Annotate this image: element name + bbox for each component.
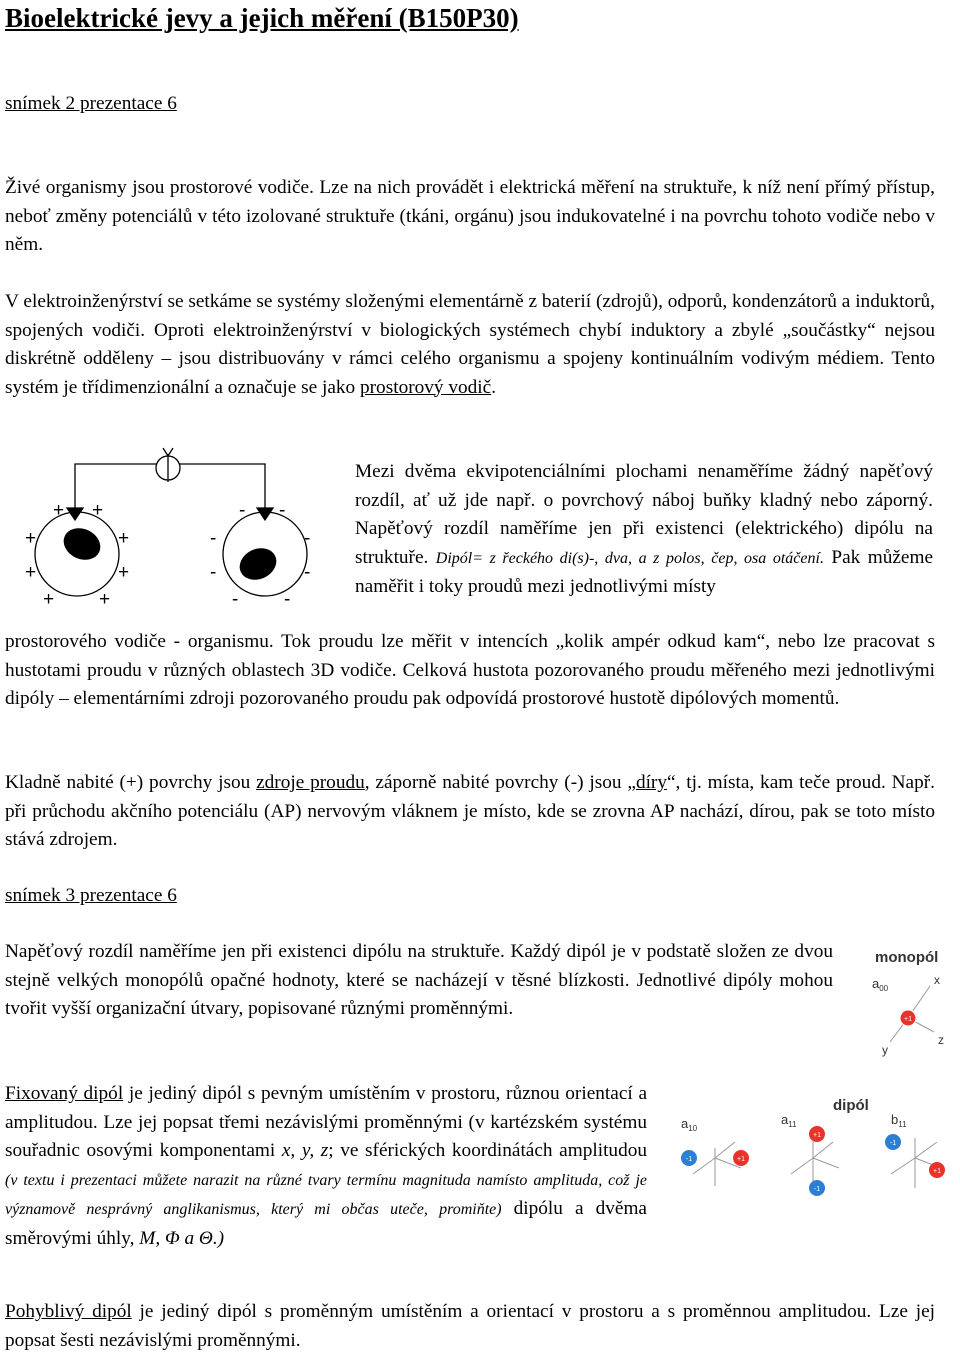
paragraph-volume-conductors: Živé organismy jsou prostorové vodiče. Lze na nich provádět i elektrická měření na struktuře, k níž není přímý přístup, neboť změny potenciálů v této izolované struktuře (tkáni, orgánu) jsou indukovatelné i na povrchu tohoto vodiče nebo v něm. bbox=[5, 177, 935, 255]
svg-text:+1: +1 bbox=[813, 1132, 821, 1139]
svg-text:a11: $a_{11}$ bbox=[781, 1112, 797, 1129]
charge-label: + bbox=[25, 528, 37, 549]
dipole-figure bbox=[665, 1088, 957, 1216]
section-heading-slide2: snímek 2 prezentace 6 bbox=[5, 93, 177, 114]
svg-text:+1: +1 bbox=[737, 1156, 745, 1163]
charge-label: - bbox=[210, 528, 217, 549]
charge-label: + bbox=[43, 589, 55, 610]
svg-text:+1: +1 bbox=[933, 1168, 941, 1175]
paragraph-dipole-definition: Napěťový rozdíl naměříme jen při existenci dipólu na struktuře. Každý dipól je v podstatě složen ze dvou stejně velkých monopólů opačné hodnoty, které se nacházejí v těsné blízkosti. Jednotlivé dipóly mohou tvořit vyšší organizační útvary, popisované různými proměnnými. bbox=[5, 941, 833, 1019]
svg-text:-1: -1 bbox=[685, 1156, 693, 1163]
charge-label: + bbox=[53, 500, 65, 521]
charge-label: + bbox=[25, 562, 37, 583]
charge-label: - bbox=[232, 589, 239, 610]
svg-text:a10: $a_{10}$ bbox=[681, 1116, 698, 1133]
charge-label: + bbox=[118, 528, 130, 549]
charge-label: - bbox=[210, 562, 217, 583]
link-holes: díry bbox=[635, 772, 667, 793]
nucleus-left bbox=[58, 522, 105, 565]
link-moving-dipole: Pohyblivý dipól bbox=[5, 1301, 132, 1322]
paragraph-equipotential: Mezi dvěma ekvipotenciálními plochami nenaměříme žádný napěťový rozdíl, ať už jde např. o povrchový náboj buňky kladný nebo záporný. Napěťový rozdíl naměříme jen při existenci (elektrického) dipólu na struktuře. Dipól= z řeckého di(s)-, dva, a z polos, čep, osa otáčení. Pak můžeme naměřit i toky proudů mezi jednotlivými místy bbox=[355, 461, 934, 597]
probe-right-icon bbox=[257, 508, 273, 520]
axis-y-label: y bbox=[882, 1043, 888, 1057]
page-title: Bioelektrické jevy a jejich měření (B150P30) bbox=[5, 3, 519, 33]
charge-label: - bbox=[284, 589, 291, 610]
svg-text:a00: $a_{00}$ bbox=[872, 976, 889, 993]
paragraph-current-density: prostorového vodiče - organismu. Tok proudu lze měřit v intencích „kolik ampér odkud kam“, nebo lze pracovat s hustotami proudu v různých oblastech 3D vodiče. Celková hustota pozorovaného proudu měřeného mezi jednotlivými dipóly – elementárními zdroji pozorovaného proudu pak odpovídá prostorové hustotě dipólových momentů. bbox=[5, 631, 935, 709]
link-fixed-dipole: Fixovaný dipól bbox=[5, 1083, 124, 1104]
svg-text:-1: -1 bbox=[813, 1186, 821, 1193]
monopole-figure bbox=[860, 938, 955, 1068]
axis-z-label: z bbox=[938, 1033, 944, 1047]
section-heading-slide3: snímek 3 prezentace 6 bbox=[5, 885, 177, 906]
paragraph-electrical-engineering: V elektroinženýrství se setkáme se systémy složenými elementárně z baterií (zdrojů), odporů, kondenzátorů a induktorů, spojených vodiči. Oproti elektroinženýrství v biologických systémech chybí induktory a zbylé „součástky“ nejsou diskrétně odděleny – jsou distribuovány v rámci celého organismu a spojeny kontinuálním vodivým médiem. Tento systém je třídimenzionální a označuje se jako prostorový vodič. bbox=[5, 291, 935, 398]
charge-label: + bbox=[118, 562, 130, 583]
axis-x-label: x bbox=[934, 973, 940, 987]
svg-text:-1: -1 bbox=[889, 1140, 897, 1147]
link-current-sources: zdroje proudu bbox=[256, 772, 365, 793]
paragraph-moving-dipole: Pohyblivý dipól je jediný dipól s proměnným umístěním a orientací v prostoru a s proměnnou amplitudou. Lze jej popsat šesti nezávislými proměnnými. bbox=[5, 1301, 935, 1351]
dipole-title: dipól bbox=[833, 1097, 869, 1114]
equipotential-cells-figure bbox=[20, 440, 330, 610]
link-volume-conductor: prostorový vodič bbox=[360, 376, 492, 398]
paragraph-fixed-dipole: Fixovaný dipól je jediný dipól s pevným umístěním v prostoru, různou orientací a amplitudou. Lze jej popsat třemi nezávislými proměnnými (v kartézském systému souřadnic osovými komponentami x, y, z; ve sférických koordinátách amplitudou (v textu i prezentaci můžete narazit na různé tvary termínu magnituda namísto amplituda, což je významově nesprávný anglikanismus, který mi občas uteče, promiňte) dipólu a dvěma směrovými úhly, M, Φ a Θ.) bbox=[5, 1083, 647, 1249]
probe-left-icon bbox=[67, 508, 83, 520]
charge-label: - bbox=[239, 500, 246, 521]
charge-label: + bbox=[92, 500, 104, 521]
nucleus-right bbox=[234, 542, 281, 585]
svg-text:b11: $b_{11}$ bbox=[891, 1112, 907, 1129]
monopole-title: monopól bbox=[875, 949, 939, 966]
svg-text:+1: +1 bbox=[904, 1016, 912, 1023]
charge-label: - bbox=[304, 562, 311, 583]
charge-label: - bbox=[279, 500, 286, 521]
paragraph-sources-holes: Kladně nabité (+) povrchy jsou zdroje proudu, záporně nabité povrchy (-) jsou „díry“, tj. místa, kam teče proud. Např. při průchodu akčního potenciálu (AP) nervovým vláknem je místo, kde se zrovna AP nachází, dírou, pak se toto místo stává zdrojem. bbox=[5, 772, 935, 850]
charge-label: + bbox=[99, 589, 111, 610]
charge-label: - bbox=[304, 528, 311, 549]
